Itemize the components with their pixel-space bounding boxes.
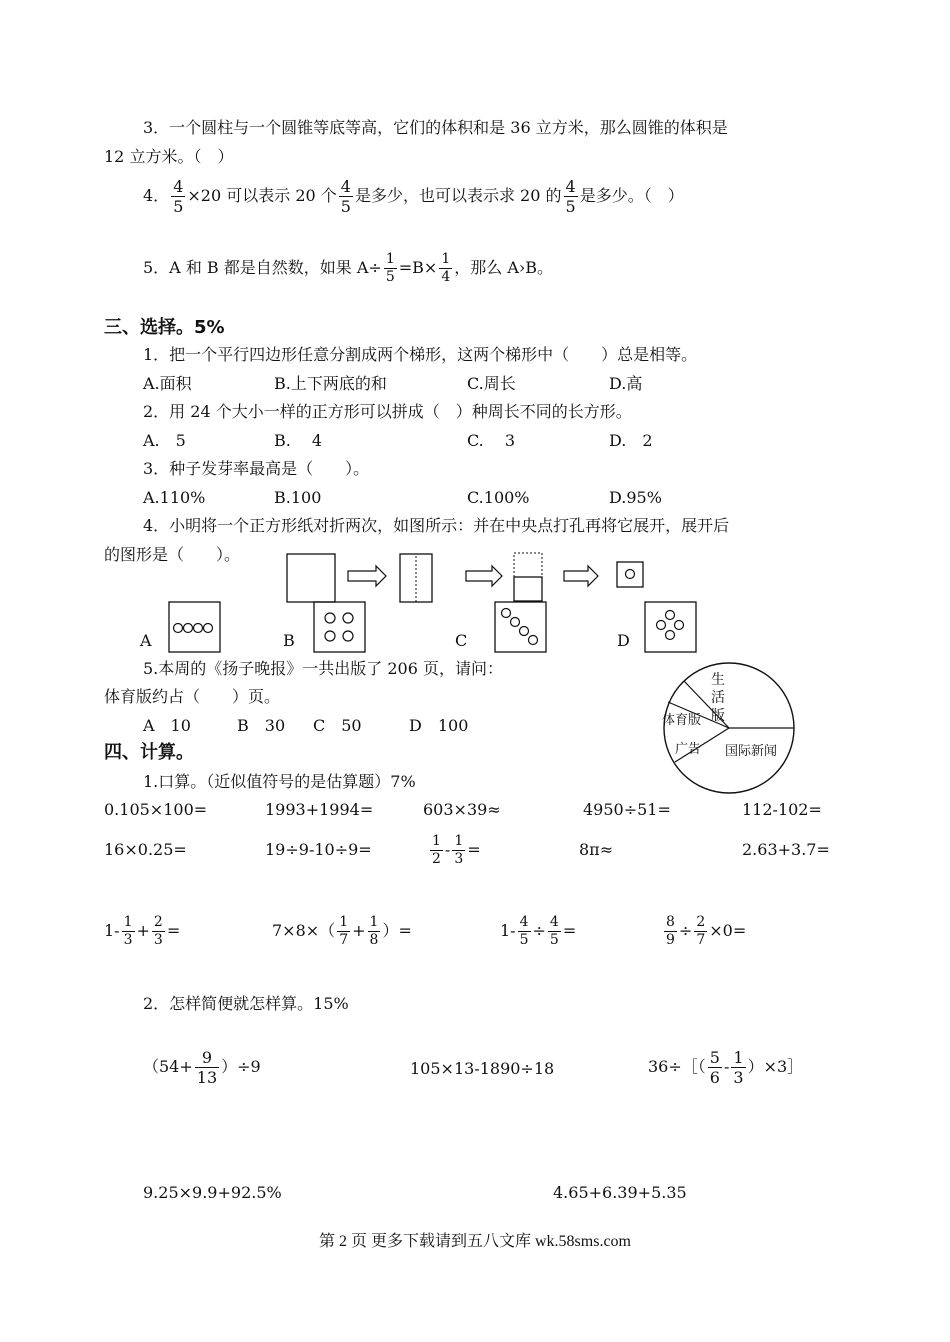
choice-q3-opt-c: C.100% bbox=[467, 488, 530, 507]
choice-q4-line2: 的图形是（ ）。 bbox=[104, 545, 241, 564]
judge-q4: 4． $\frac{4}{5}$ ×20 可以表示 20 个 $\frac{4}{5}$ 是多少，也可以表示求 20 的 $\frac{4}{5}$ 是多少。（ ） bbox=[143, 177, 684, 216]
choice-q2-opt-c: C. 3 bbox=[467, 431, 516, 450]
judge-q3-line2: 12 立方米。（ ） bbox=[104, 147, 234, 166]
choice-q1-opt-a: A.面积 bbox=[143, 374, 192, 393]
folded-twice-square bbox=[514, 577, 542, 601]
oral-r2-d: 8π≈ bbox=[579, 840, 614, 859]
section-calc-title: 四、计算。 bbox=[104, 742, 194, 763]
oral-r1-e: 112-102= bbox=[742, 800, 822, 819]
oral-r3-b: 7×8×（ $\frac{1}{7}$ + $\frac{1}{8}$ ）= bbox=[272, 914, 412, 948]
oral-calc-title: 1.口算。（近似值符号的是估算题）7% bbox=[143, 772, 416, 791]
fraction: $\frac{4}{5}$ bbox=[565, 177, 576, 216]
oral-r2-c: $\frac{1}{2}$ - $\frac{1}{3}$ = bbox=[432, 833, 481, 867]
punched-square bbox=[617, 562, 643, 587]
section-choice-title: 三、选择。5% bbox=[104, 317, 225, 338]
choice-q2-opt-a: A. 5 bbox=[143, 431, 186, 450]
square-paper bbox=[287, 554, 335, 602]
option-c-figure bbox=[494, 601, 548, 655]
oral-r3-c: 1- $\frac{4}{5}$ ÷ $\frac{4}{5}$ = bbox=[500, 914, 577, 948]
choice-q1-opt-c: C.周长 bbox=[467, 374, 516, 393]
arrow-right-icon bbox=[564, 566, 598, 586]
folded-twice-dashed bbox=[514, 553, 542, 577]
oral-r3-d: $\frac{8}{9}$ ÷ $\frac{2}{7}$ ×0= bbox=[666, 914, 747, 948]
choice-q3-opt-a: A.110% bbox=[143, 488, 206, 507]
simple-q4: 9.25×9.9+92.5% bbox=[143, 1183, 282, 1202]
simple-q5: 4.65+6.39+5.35 bbox=[553, 1183, 687, 1202]
oral-r2-e: 2.63+3.7= bbox=[742, 840, 830, 859]
fraction: $\frac{2}{3}$ bbox=[153, 914, 163, 948]
pie-label-ads: 广告 bbox=[675, 742, 702, 757]
judge-q5: 5．A 和 B 都是自然数，如果 A÷ $\frac{1}{5}$ =B× $\frac{1}{4}$ ，那么 A›B。 bbox=[143, 251, 554, 285]
oral-r3-a: 1- $\frac{1}{3}$ + $\frac{2}{3}$ = bbox=[104, 914, 181, 948]
fraction: $\frac{1}{4}$ bbox=[441, 251, 451, 285]
oral-r1-c: 603×39≈ bbox=[423, 800, 501, 819]
folded-once-dashed bbox=[416, 554, 432, 602]
option-label-d: D bbox=[617, 631, 630, 650]
option-d-figure bbox=[644, 601, 698, 655]
fraction: $\frac{1}{3}$ bbox=[454, 833, 464, 867]
choice-q3-opt-b: B.100 bbox=[274, 488, 322, 507]
fraction: $\frac{1}{3}$ bbox=[123, 914, 133, 948]
choice-q5-opt-c: C 50 bbox=[313, 716, 362, 735]
oral-r2-b: 19÷9-10÷9= bbox=[265, 840, 372, 859]
arrow-right-icon bbox=[348, 566, 386, 586]
pie-label-life: 版 bbox=[711, 708, 725, 724]
choice-q5-opt-a: A 10 bbox=[143, 716, 191, 735]
choice-q5-opt-b: B 30 bbox=[237, 716, 286, 735]
option-label-a: A bbox=[140, 631, 152, 650]
simple-q2: 105×13-1890÷18 bbox=[410, 1059, 555, 1078]
oral-r2-a: 16×0.25= bbox=[104, 840, 187, 859]
fraction: $\frac{1}{7}$ bbox=[339, 914, 349, 948]
fraction: $\frac{8}{9}$ bbox=[666, 914, 675, 948]
option-label-c: C bbox=[455, 631, 468, 650]
choice-q5-line1: 5.本周的《扬子晚报》一共出版了 206 页，请问： bbox=[143, 659, 503, 678]
oral-r1-a: 0.105×100= bbox=[104, 800, 208, 819]
fraction: $\frac{1}{2}$ bbox=[432, 833, 441, 867]
option-a-figure bbox=[168, 601, 222, 655]
punch-hole bbox=[626, 570, 635, 579]
choice-q1-opt-d: D.高 bbox=[609, 374, 643, 393]
choice-q2: 2．用 24 个大小一样的正方形可以拼成（ ）种周长不同的长方形。 bbox=[143, 402, 632, 421]
fraction: $\frac{4}{5}$ bbox=[519, 914, 529, 948]
choice-q3-opt-d: D.95% bbox=[609, 488, 662, 507]
fraction: $\frac{4}{5}$ bbox=[173, 177, 184, 216]
choice-q3: 3．种子发芽率最高是（ ）。 bbox=[143, 459, 370, 478]
option-b-figure bbox=[313, 601, 367, 655]
page-footer: 第 2 页 更多下载请到五八文库 wk.58sms.com bbox=[318, 1233, 631, 1250]
newspaper-pie-chart bbox=[659, 662, 799, 794]
paper-fold-diagram bbox=[280, 550, 660, 605]
choice-q2-opt-b: B. 4 bbox=[274, 431, 323, 450]
fraction: $\frac{9}{13}$ bbox=[196, 1048, 218, 1087]
fraction: $\frac{1}{8}$ bbox=[369, 914, 379, 948]
simple-calc-title: 2．怎样简便就怎样算。15% bbox=[143, 994, 349, 1013]
simple-q1: （54+ $\frac{9}{13}$ ）÷9 bbox=[143, 1048, 261, 1087]
pie-label-intl: 国际新闻 bbox=[725, 744, 778, 759]
choice-q1-opt-b: B.上下两底的和 bbox=[274, 374, 387, 393]
oral-r1-b: 1993+1994= bbox=[265, 800, 374, 819]
fraction: $\frac{4}{5}$ bbox=[340, 177, 351, 216]
choice-q1: 1．把一个平行四边形任意分割成两个梯形，这两个梯形中（ ）总是相等。 bbox=[143, 345, 698, 364]
fraction: $\frac{4}{5}$ bbox=[549, 914, 559, 948]
choice-q5-line2: 体育版约占（ ）页。 bbox=[104, 687, 281, 706]
simple-q3: 36÷［（ $\frac{5}{6}$ - $\frac{1}{3}$ ）×3］ bbox=[648, 1048, 804, 1087]
pie-label-life: 生 bbox=[711, 672, 725, 688]
oral-r1-d: 4950÷51= bbox=[583, 800, 671, 819]
choice-q2-opt-d: D. 2 bbox=[609, 431, 653, 450]
fraction: $\frac{5}{6}$ bbox=[709, 1048, 720, 1087]
arrow-right-icon bbox=[466, 566, 502, 586]
fraction: $\frac{1}{3}$ bbox=[733, 1048, 744, 1087]
choice-q4-line1: 4．小明将一个正方形纸对折两次，如图所示：并在中央点打孔再将它展开，展开后 bbox=[143, 516, 730, 535]
choice-q5-opt-d: D 100 bbox=[409, 716, 469, 735]
judge-q3-line1: 3．一个圆柱与一个圆锥等底等高，它们的体积和是 36 立方米，那么圆锥的体积是 bbox=[143, 118, 728, 137]
option-label-b: B bbox=[283, 631, 295, 650]
pie-label-sports: 体育版 bbox=[662, 713, 702, 728]
fraction: $\frac{2}{7}$ bbox=[696, 914, 706, 948]
fraction: $\frac{1}{5}$ bbox=[385, 251, 395, 285]
pie-label-life: 活 bbox=[711, 690, 725, 706]
